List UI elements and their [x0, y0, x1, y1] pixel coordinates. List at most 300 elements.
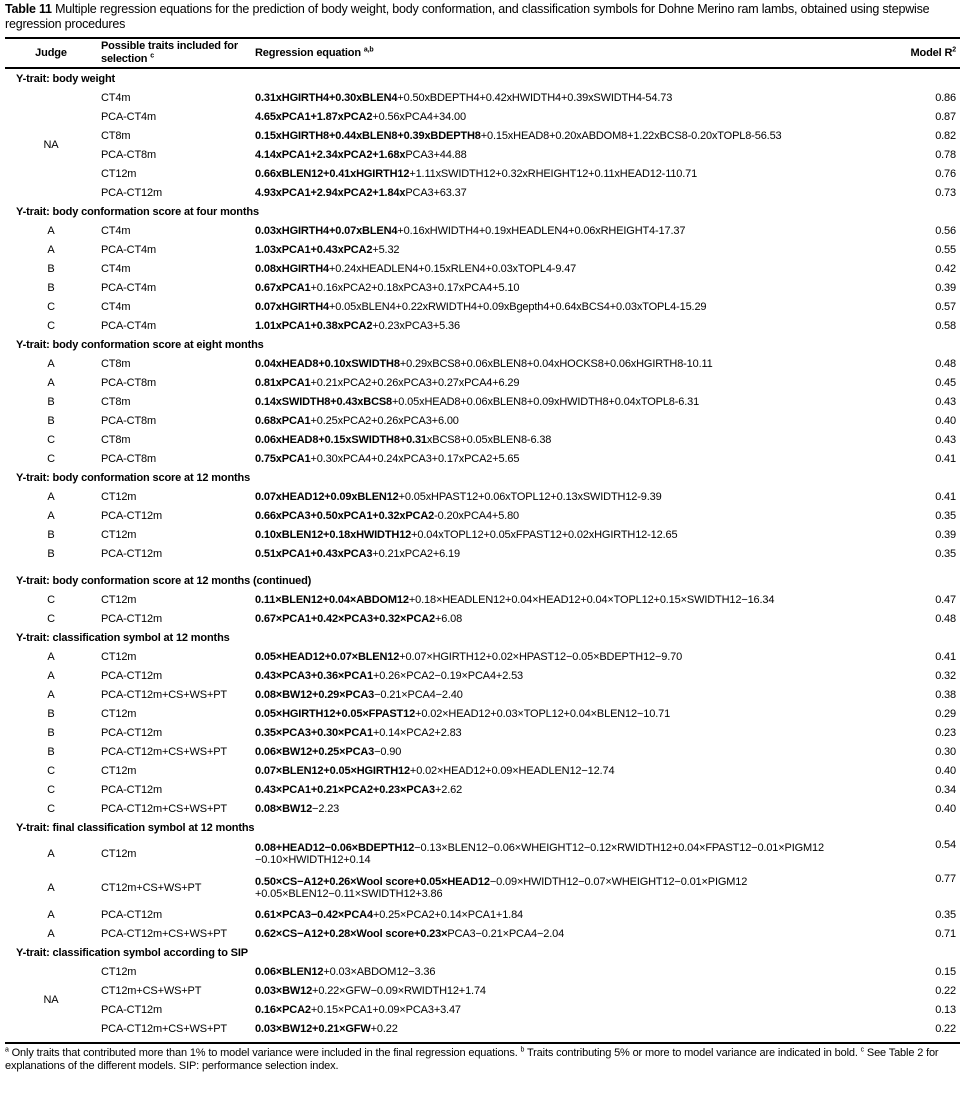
section-title: Y-trait: body conformation score at 12 months (continued)	[16, 574, 312, 587]
equation-bold-terms: 0.66xPCA3+0.50xPCA1+0.32xPCA2	[255, 509, 435, 522]
table-row	[5, 647, 960, 666]
table-row	[5, 240, 960, 259]
r2-cell: 0.35	[935, 547, 956, 560]
equation-cell	[251, 544, 904, 563]
footnote-ref-c: c	[150, 52, 154, 60]
judge-cell: C	[47, 783, 55, 796]
judge-cell: C	[47, 593, 55, 606]
table-row	[5, 723, 960, 742]
traits-cell: PCA-CT12m	[101, 612, 162, 625]
table-row	[5, 430, 960, 449]
traits-cell: CT8m	[101, 357, 131, 370]
table-row	[5, 145, 960, 164]
r2-cell: 0.29	[935, 707, 956, 720]
judge-cell: NA	[43, 994, 59, 1006]
r2-cell: 0.87	[935, 110, 956, 123]
equation-regular-terms: +1.11xSWIDTH12+0.32xRHEIGHT12+0.11xHEAD12-110.71	[409, 167, 698, 180]
equation-regular-terms: −0.09×HWIDTH12−0.07×WHEIGHT12−0.01×PIGM12 +0.05×BLEN12−0.11×SWIDTH12+3.86	[255, 876, 748, 900]
judge-cell: B	[47, 547, 55, 560]
r2-cell: 0.34	[935, 783, 956, 796]
equation-cell	[251, 183, 904, 202]
equation-regular-terms: +0.21xPCA2+6.19	[372, 547, 460, 560]
section-title: Y-trait: body conformation score at 12 months	[16, 471, 251, 484]
equation-regular-terms: PCA3−0.21×PCA4−2.04	[447, 927, 565, 940]
footnote-b: Traits contributing 5% or more to model variance are indicated in bold.	[524, 1047, 861, 1059]
equation-bold-terms: 0.05×HEAD12+0.07×BLEN12	[255, 650, 400, 663]
equation-cell	[251, 373, 904, 392]
equation-regular-terms: +5.32	[372, 243, 400, 256]
equation-regular-terms: +0.30xPCA4+0.24xPCA3+0.17xPCA2+5.65	[310, 452, 520, 465]
section-title: Y-trait: classification symbol according to SIP	[16, 946, 248, 959]
equation-cell	[251, 837, 904, 871]
traits-cell: PCA-CT12m	[101, 669, 162, 682]
equation-bold-terms: 0.62×CS−A12+0.28×Wool score+0.23×	[255, 927, 448, 940]
r2-cell: 0.43	[935, 433, 956, 446]
traits-cell: PCA-CT12m	[101, 783, 162, 796]
equation-regular-terms: +0.15xHEAD8+0.20xABDOM8+1.22xBCS8-0.20xTOPL8-56.53	[480, 129, 782, 142]
r2-cell: 0.54	[935, 839, 956, 851]
traits-cell: CT8m	[101, 129, 131, 142]
table-row	[5, 487, 960, 506]
header-equation-label: Regression equation	[255, 46, 361, 59]
traits-cell: PCA-CT12m	[101, 547, 162, 560]
r2-cell: 0.30	[935, 745, 956, 758]
equation-bold-terms: 4.93xPCA1+2.94xPCA2+1.84x	[255, 186, 406, 199]
equation-regular-terms: +0.25×PCA2+0.14×PCA1+1.84	[372, 908, 524, 921]
equation-regular-terms: −0.21×PCA4−2.40	[374, 688, 463, 701]
table-row	[5, 316, 960, 335]
footnote-a-marker: a	[5, 1046, 9, 1054]
equation-bold-terms: 0.08×BW12+0.29×PCA3	[255, 688, 375, 701]
traits-cell: PCA-CT8m	[101, 148, 157, 161]
equation-cell	[251, 685, 904, 704]
equation-regular-terms: PCA3+63.37	[405, 186, 467, 199]
equation-bold-terms: 0.03xHGIRTH4+0.07xBLEN4	[255, 224, 398, 237]
table-bottom-rule	[5, 1038, 960, 1043]
equation-bold-terms: 0.06xHEAD8+0.15xSWIDTH8+0.31	[255, 433, 427, 446]
traits-cell: CT4m	[101, 300, 131, 313]
equation-regular-terms: +0.50xBDEPTH4+0.42xHWIDTH4+0.39xSWIDTH4-54.73	[397, 91, 673, 104]
table-row	[5, 354, 960, 373]
traits-cell: CT12m	[101, 490, 137, 503]
equation-bold-terms: 0.07×BLEN12+0.05×HGIRTH12	[255, 764, 410, 777]
judge-cell: A	[47, 669, 55, 682]
traits-cell: CT12m	[101, 707, 137, 720]
traits-cell: PCA-CT4m	[101, 281, 157, 294]
traits-cell: PCA-CT12m	[101, 1003, 162, 1016]
traits-cell: PCA-CT12m	[101, 186, 162, 199]
equation-regular-terms: +0.29xBCS8+0.06xBLEN8+0.04xHOCKS8+0.06xHGIRTH8-10.11	[399, 357, 713, 370]
equation-regular-terms: +0.02×HEAD12+0.03×TOPL12+0.04×BLEN12−10.71	[415, 707, 671, 720]
equation-regular-terms: +0.16xPCA2+0.18xPCA3+0.17xPCA4+5.10	[310, 281, 520, 294]
table-row	[5, 392, 960, 411]
equation-cell	[251, 164, 904, 183]
section-title: Y-trait: body conformation score at four months	[16, 205, 259, 218]
equation-regular-terms: +0.15×PCA1+0.09×PCA3+3.47	[310, 1003, 461, 1016]
equation-cell	[251, 780, 904, 799]
equation-bold-terms: 4.65xPCA1+1.87xPCA2	[255, 110, 373, 123]
footnote-c: See Table 2 for explanations of the different models. SIP: performance selection index.	[5, 1047, 939, 1072]
judge-cell: A	[47, 509, 55, 522]
regression-table	[5, 37, 960, 1044]
equation-regular-terms: +2.62	[435, 783, 463, 796]
r2-cell: 0.58	[935, 319, 956, 332]
equation-cell	[251, 590, 904, 609]
equation-cell	[251, 723, 904, 742]
r2-cell: 0.73	[935, 186, 956, 199]
equation-regular-terms: +0.18×HEADLEN12+0.04×HEAD12+0.04×TOPL12+0.15×SWIDTH12−16.34	[408, 593, 775, 606]
table-row	[5, 924, 960, 943]
table-row	[5, 278, 960, 297]
traits-cell: PCA-CT12m+CS+WS+PT	[101, 745, 227, 758]
equation-regular-terms: +0.56xPCA4+34.00	[372, 110, 466, 123]
equation-cell	[251, 259, 904, 278]
judge-cell: A	[47, 848, 55, 860]
judge-cell: A	[47, 243, 55, 256]
equation-bold-terms: 0.06×BLEN12	[255, 965, 324, 978]
section-header	[5, 818, 960, 837]
r2-cell: 0.38	[935, 688, 956, 701]
section-header	[5, 571, 960, 590]
r2-cell: 0.45	[935, 376, 956, 389]
traits-cell: PCA-CT12m	[101, 726, 162, 739]
equation-cell	[251, 506, 904, 525]
equation-cell	[251, 278, 904, 297]
table-label: Table 11	[5, 2, 52, 16]
table-row	[5, 164, 960, 183]
equation-bold-terms: 0.61×PCA3−0.42×PCA4	[255, 908, 373, 921]
equation-bold-terms: 0.07xHGIRTH4	[255, 300, 330, 313]
header-judge	[5, 38, 97, 68]
superscript-2: 2	[952, 45, 956, 53]
equation-cell	[251, 924, 904, 943]
equation-regular-terms: +0.02×HEAD12+0.09×HEADLEN12−12.74	[409, 764, 615, 777]
equation-bold-terms: 0.75xPCA1	[255, 452, 311, 465]
r2-cell: 0.57	[935, 300, 956, 313]
equation-regular-terms: +0.26×PCA2−0.19×PCA4+2.53	[372, 669, 524, 682]
traits-cell: PCA-CT12m+CS+WS+PT	[101, 802, 227, 815]
judge-cell: C	[47, 802, 55, 815]
equation-bold-terms: 4.14xPCA1+2.34xPCA2+1.68x	[255, 148, 406, 161]
r2-cell: 0.35	[935, 908, 956, 921]
equation-regular-terms: +0.22×GFW−0.09×RWIDTH12+1.74	[312, 984, 486, 997]
traits-cell: PCA-CT12m+CS+WS+PT	[101, 688, 227, 701]
judge-cell: A	[47, 376, 55, 389]
traits-cell: CT12m	[101, 848, 137, 860]
header-traits-label: Possible traits included for selection	[101, 40, 238, 65]
traits-cell: PCA-CT8m	[101, 414, 157, 427]
equation-bold-terms: 0.03×BW12	[255, 984, 313, 997]
equation-regular-terms: xBCS8+0.05xBLEN8-6.38	[426, 433, 552, 446]
equation-regular-terms: +0.21xPCA2+0.26xPCA3+0.27xPCA4+6.29	[310, 376, 520, 389]
r2-cell: 0.48	[935, 357, 956, 370]
r2-cell: 0.40	[935, 414, 956, 427]
traits-cell: PCA-CT12m	[101, 908, 162, 921]
table-row	[5, 107, 960, 126]
r2-cell: 0.47	[935, 593, 956, 606]
judge-cell: C	[47, 319, 55, 332]
traits-cell: PCA-CT4m	[101, 243, 157, 256]
r2-cell: 0.40	[935, 802, 956, 815]
header-r2	[904, 38, 960, 68]
table-row	[5, 297, 960, 316]
equation-cell	[251, 354, 904, 373]
table-row	[5, 704, 960, 723]
equation-bold-terms: 1.01xPCA1+0.38xPCA2	[255, 319, 373, 332]
r2-cell: 0.40	[935, 764, 956, 777]
r2-cell: 0.82	[935, 129, 956, 142]
equation-bold-terms: 0.67×PCA1+0.42×PCA3+0.32×PCA2	[255, 612, 436, 625]
judge-cell: A	[47, 490, 55, 503]
traits-cell: PCA-CT4m	[101, 110, 157, 123]
traits-cell: CT12m	[101, 593, 137, 606]
table-row	[5, 685, 960, 704]
table-row	[5, 837, 960, 871]
equation-cell	[251, 1019, 904, 1038]
equation-cell	[251, 905, 904, 924]
table-row	[5, 981, 960, 1000]
traits-cell: PCA-CT4m	[101, 319, 157, 332]
r2-cell: 0.41	[935, 490, 956, 503]
equation-cell	[251, 145, 904, 164]
judge-cell: A	[47, 224, 55, 237]
equation-cell	[251, 666, 904, 685]
equation-bold-terms: 0.03×BW12+0.21×GFW	[255, 1022, 371, 1035]
equation-regular-terms: +0.25xPCA2+0.26xPCA3+6.00	[310, 414, 459, 427]
section-header	[5, 628, 960, 647]
equation-cell	[251, 107, 904, 126]
section-header	[5, 202, 960, 221]
equation-bold-terms: 0.10xBLEN12+0.18xHWIDTH12	[255, 528, 412, 541]
judge-cell: B	[47, 262, 55, 275]
table-row	[5, 1000, 960, 1019]
r2-cell: 0.13	[935, 1003, 956, 1016]
table-footnote	[5, 1047, 960, 1073]
equation-cell	[251, 761, 904, 780]
judge-cell: B	[47, 707, 55, 720]
equation-bold-terms: 0.07xHEAD12+0.09xBLEN12	[255, 490, 399, 503]
traits-cell: CT12m+CS+WS+PT	[101, 882, 202, 894]
judge-cell: B	[47, 745, 55, 758]
equation-bold-terms: 0.50×CS−A12+0.26×Wool score+0.05×HEAD12	[255, 876, 490, 888]
traits-cell: CT12m	[101, 650, 137, 663]
equation-regular-terms: +6.08	[435, 612, 463, 625]
equation-cell	[251, 647, 904, 666]
equation-cell	[251, 316, 904, 335]
equation-bold-terms: 1.03xPCA1+0.43xPCA2	[255, 243, 373, 256]
table-row	[5, 590, 960, 609]
section-title: Y-trait: body weight	[16, 72, 116, 85]
table-row	[5, 780, 960, 799]
equation-regular-terms: +0.03×ABDOM12−3.36	[323, 965, 436, 978]
equation-bold-terms: 0.08xHGIRTH4	[255, 262, 330, 275]
r2-cell: 0.78	[935, 148, 956, 161]
table-row	[5, 449, 960, 468]
judge-cell: C	[47, 300, 55, 313]
footnote-b-marker: b	[520, 1046, 525, 1054]
equation-cell	[251, 525, 904, 544]
equation-cell	[251, 1000, 904, 1019]
judge-cell: C	[47, 612, 55, 625]
table-row	[5, 761, 960, 780]
equation-cell	[251, 411, 904, 430]
judge-cell: B	[47, 395, 55, 408]
section-title: Y-trait: body conformation score at eight months	[16, 338, 264, 351]
table-row	[5, 742, 960, 761]
footnote-ref-ab: a,b	[363, 45, 374, 53]
r2-cell: 0.86	[935, 91, 956, 104]
r2-cell: 0.55	[935, 243, 956, 256]
table-row	[5, 544, 960, 563]
judge-cell: C	[47, 433, 55, 446]
equation-bold-terms: 0.14xSWIDTH8+0.43xBCS8	[255, 395, 393, 408]
judge-cell: C	[47, 764, 55, 777]
equation-regular-terms: +0.05xBLEN4+0.22xRWIDTH4+0.09xBgepth4+0.64xBCS4+0.03xTOPL4-15.29	[329, 300, 707, 313]
table-row	[5, 373, 960, 392]
traits-cell: CT4m	[101, 224, 131, 237]
equation-regular-terms: +0.22	[370, 1022, 398, 1035]
table-row	[5, 183, 960, 202]
r2-cell: 0.42	[935, 262, 956, 275]
r2-cell: 0.48	[935, 612, 956, 625]
equation-regular-terms: −0.90	[374, 745, 402, 758]
equation-bold-terms: 0.04xHEAD8+0.10xSWIDTH8	[255, 357, 400, 370]
equation-bold-terms: 0.67xPCA1	[255, 281, 311, 294]
equation-regular-terms: +0.23xPCA3+5.36	[372, 319, 460, 332]
table-body	[5, 68, 960, 1043]
section-title: Y-trait: final classification symbol at 12 months	[16, 821, 255, 834]
traits-cell: CT4m	[101, 262, 131, 275]
equation-cell	[251, 392, 904, 411]
footnote-c-marker: c	[860, 1046, 864, 1054]
r2-cell: 0.39	[935, 528, 956, 541]
equation-regular-terms: PCA3+44.88	[405, 148, 467, 161]
judge-cell: B	[47, 281, 55, 294]
equation-bold-terms: 0.16×PCA2	[255, 1003, 311, 1016]
equation-cell	[251, 704, 904, 723]
equation-bold-terms: 0.68xPCA1	[255, 414, 311, 427]
equation-regular-terms: −2.23	[312, 802, 340, 815]
judge-cell: A	[47, 927, 55, 940]
table-row	[5, 609, 960, 628]
header-row	[5, 38, 960, 68]
r2-cell: 0.39	[935, 281, 956, 294]
r2-cell: 0.71	[935, 927, 956, 940]
judge-cell: C	[47, 452, 55, 465]
judge-cell: NA	[43, 139, 59, 151]
traits-cell: CT12m	[101, 528, 137, 541]
r2-cell: 0.22	[935, 984, 956, 997]
traits-cell: PCA-CT12m+CS+WS+PT	[101, 1022, 227, 1035]
equation-regular-terms: +0.05xHEAD8+0.06xBLEN8+0.09xHWIDTH8+0.04xTOPL8-6.31	[392, 395, 700, 408]
r2-cell: 0.32	[935, 669, 956, 682]
equation-regular-terms: +0.14×PCA2+2.83	[372, 726, 462, 739]
traits-cell: PCA-CT12m+CS+WS+PT	[101, 927, 227, 940]
table-row	[5, 1019, 960, 1038]
table-row	[5, 799, 960, 818]
traits-cell: CT4m	[101, 91, 131, 104]
traits-cell: PCA-CT8m	[101, 452, 157, 465]
equation-bold-terms: 0.35×PCA3+0.30×PCA1	[255, 726, 373, 739]
equation-bold-terms: 0.11×BLEN12+0.04×ABDOM12	[255, 593, 409, 606]
traits-cell: CT12m	[101, 764, 137, 777]
equation-bold-terms: 0.08+HEAD12−0.06×BDEPTH12	[255, 842, 415, 854]
judge-cell: B	[47, 414, 55, 427]
header-equation	[251, 38, 904, 68]
judge-cell: B	[47, 726, 55, 739]
r2-cell: 0.22	[935, 1022, 956, 1035]
table-row	[5, 962, 960, 981]
table-row	[5, 88, 960, 107]
traits-cell: CT12m	[101, 167, 137, 180]
traits-cell: PCA-CT8m	[101, 376, 157, 389]
r2-cell: 0.56	[935, 224, 956, 237]
equation-cell	[251, 871, 904, 905]
table-row	[5, 506, 960, 525]
table-row	[5, 126, 960, 145]
r2-cell: 0.41	[935, 452, 956, 465]
equation-bold-terms: 0.31xHGIRTH4+0.30xBLEN4	[255, 91, 398, 104]
table-row	[5, 525, 960, 544]
equation-cell	[251, 449, 904, 468]
header-r2-label: Model R	[910, 46, 953, 59]
section-header	[5, 335, 960, 354]
r2-cell: 0.15	[935, 965, 956, 978]
equation-bold-terms: 0.43×PCA1+0.21×PCA2+0.23×PCA3	[255, 783, 436, 796]
table-row	[5, 221, 960, 240]
equation-regular-terms: -0.20xPCA4+5.80	[434, 509, 520, 522]
table-row	[5, 905, 960, 924]
equation-bold-terms: 0.51xPCA1+0.43xPCA3	[255, 547, 373, 560]
judge-cell: A	[47, 882, 55, 894]
equation-bold-terms: 0.06×BW12+0.25×PCA3	[255, 745, 375, 758]
equation-bold-terms: 0.05×HGIRTH12+0.05×FPAST12	[255, 707, 416, 720]
equation-cell	[251, 240, 904, 259]
equation-bold-terms: 0.66xBLEN12+0.41xHGIRTH12	[255, 167, 410, 180]
equation-cell	[251, 221, 904, 240]
equation-cell	[251, 799, 904, 818]
table-row	[5, 259, 960, 278]
equation-cell	[251, 487, 904, 506]
spacer	[5, 563, 960, 571]
r2-cell: 0.43	[935, 395, 956, 408]
equation-regular-terms: +0.04xTOPL12+0.05xFPAST12+0.02xHGIRTH12-12.65	[411, 528, 678, 541]
traits-cell: CT12m+CS+WS+PT	[101, 984, 202, 997]
traits-cell: CT8m	[101, 395, 131, 408]
caption-text: Multiple regression equations for the prediction of body weight, body conformation, and classification symbols for Dohne Merino ram lambs, obtained using stepwise regression procedures	[5, 2, 930, 31]
equation-cell	[251, 742, 904, 761]
equation-bold-terms: 0.43×PCA3+0.36×PCA1	[255, 669, 373, 682]
table-row	[5, 666, 960, 685]
section-header	[5, 68, 960, 88]
judge-cell: A	[47, 908, 55, 921]
r2-cell: 0.35	[935, 509, 956, 522]
equation-cell	[251, 609, 904, 628]
section-title: Y-trait: classification symbol at 12 months	[16, 631, 230, 644]
judge-cell: B	[47, 528, 55, 541]
equation-bold-terms: 0.15xHGIRTH8+0.44xBLEN8+0.39xBDEPTH8	[255, 129, 481, 142]
judge-cell: A	[47, 650, 55, 663]
r2-cell: 0.41	[935, 650, 956, 663]
equation-bold-terms: 0.08×BW12	[255, 802, 313, 815]
r2-cell: 0.23	[935, 726, 956, 739]
equation-regular-terms: +0.24xHEADLEN4+0.15xRLEN4+0.03xTOPL4-9.47	[329, 262, 577, 275]
equation-cell	[251, 297, 904, 316]
equation-regular-terms: +0.05xHPAST12+0.06xTOPL12+0.13xSWIDTH12-9.39	[398, 490, 662, 503]
judge-cell: A	[47, 357, 55, 370]
table-caption	[5, 2, 960, 32]
header-traits	[97, 38, 251, 68]
